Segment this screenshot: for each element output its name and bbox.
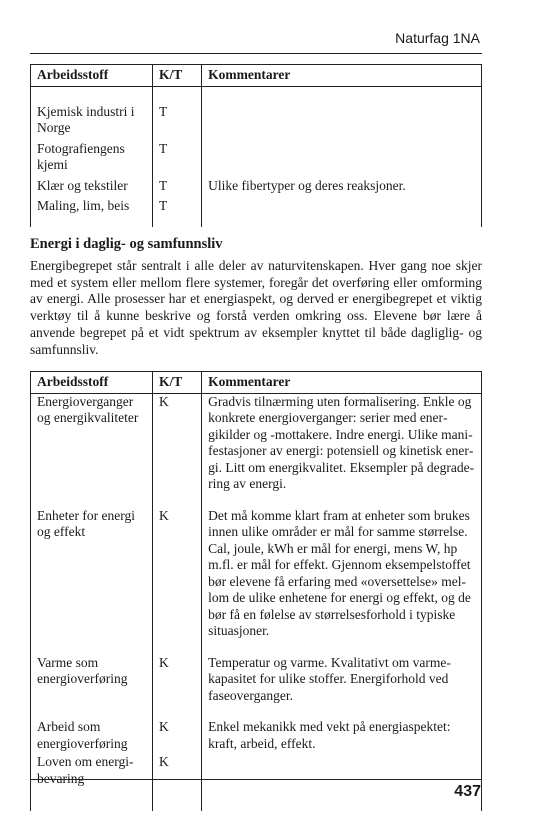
cell-kt: T bbox=[152, 103, 201, 140]
cell-kommentar bbox=[202, 197, 482, 227]
cell-arbeidsstoff: Fotografiengens kjemi bbox=[31, 140, 153, 177]
table-arbeidsstoff-kjemi bbox=[30, 64, 482, 227]
page-number: 437 bbox=[454, 783, 481, 800]
header-rule bbox=[30, 53, 482, 54]
cell-arbeidsstoff: Maling, lim, beis bbox=[31, 197, 153, 227]
column-header-kt: K/T bbox=[152, 372, 201, 394]
table-row bbox=[31, 140, 482, 177]
table-row bbox=[31, 508, 482, 655]
cell-kommentar bbox=[202, 140, 482, 177]
table-spacer-row bbox=[31, 86, 482, 103]
cell-arbeidsstoff: Arbeid som energioverføring bbox=[31, 719, 153, 754]
section-heading: Energi i daglig- og samfunnsliv bbox=[30, 236, 223, 252]
cell-kt: K bbox=[152, 508, 201, 655]
table-row bbox=[31, 655, 482, 720]
cell-arbeidsstoff: Loven om energibevaring bbox=[31, 754, 153, 811]
column-header-kommentarer: Kommentarer bbox=[202, 372, 482, 394]
running-header-title: Naturfag 1NA bbox=[395, 30, 480, 46]
cell-kt: T bbox=[152, 177, 201, 198]
table-row bbox=[31, 754, 482, 811]
cell-kommentar: Gradvis tilnærming uten formalisering. Enkle og konkrete energioverganger: serier med energikilder og -mottakere. Indre energi. Ulike manifestasjoner av energi: potensiell og kinetisk energi. Litt om energikvalitet. Eksempler på degradering av energi. bbox=[202, 393, 482, 508]
column-header-arbeidsstoff: Arbeidsstoff bbox=[31, 65, 153, 87]
table-row bbox=[31, 393, 482, 508]
cell-kommentar: Ulike fibertyper og deres reaksjoner. bbox=[202, 177, 482, 198]
cell-arbeidsstoff: Klær og tekstiler bbox=[31, 177, 153, 198]
cell-kommentar bbox=[202, 754, 482, 811]
table-row bbox=[31, 197, 482, 227]
table-arbeidsstoff-energi bbox=[30, 371, 482, 811]
cell-kommentar bbox=[202, 103, 482, 140]
cell-kt: T bbox=[152, 140, 201, 177]
table-row bbox=[31, 719, 482, 754]
section-paragraph: Energibegrepet står sentralt i alle deler av naturvitenskapen. Hver gang noe skjer med et system eller mellom flere systemer, foregår det overføring eller omforming av energi. Alle prosesser har et energiaspekt, og derved er energibegrepet et viktig verktøy til å kunne beskrive og forstå verden omkring oss. Elevene bør lære å anvende begrepet på et vidt spektrum av eksempler knyttet til både dagliglig- og samfunnsliv. bbox=[30, 258, 482, 357]
cell-kommentar: Temperatur og varme. Kvalitativt om varmekapasitet for ulike stoffer. Energiforhold ved faseoverganger. bbox=[202, 655, 482, 720]
cell-kt: T bbox=[152, 197, 201, 227]
cell-kommentar: Enkel mekanikk med vekt på energiaspektet: kraft, arbeid, effekt. bbox=[202, 719, 482, 754]
cell-kt: K bbox=[152, 655, 201, 720]
cell-arbeidsstoff: Varme som energioverføring bbox=[31, 655, 153, 720]
column-header-kommentarer: Kommentarer bbox=[202, 65, 482, 87]
footer-rule bbox=[30, 779, 482, 780]
cell-kt: K bbox=[152, 754, 201, 811]
table-header-row bbox=[31, 65, 482, 87]
cell-kt: K bbox=[152, 719, 201, 754]
cell-arbeidsstoff: Kjemisk industri i Norge bbox=[31, 103, 153, 140]
table-header-row bbox=[31, 372, 482, 394]
cell-arbeidsstoff: Energioverganger og energikvaliteter bbox=[31, 393, 153, 508]
column-header-arbeidsstoff: Arbeidsstoff bbox=[31, 372, 153, 394]
cell-kommentar: Det må komme klart fram at enheter som brukes innen ulike områder er mål for samme størrelse. Cal, joule, kWh er mål for energi, mens W, hp m.fl. er mål for effekt. Gjennom eksempelstoffet bør elevene få erfaring med «oversettelse» mellom de ulike enhetene for energi og effekt, og de bør få en følelse av størrelsesforhold i typiske situasjoner. bbox=[202, 508, 482, 655]
column-header-kt: K/T bbox=[152, 65, 201, 87]
cell-kt: K bbox=[152, 393, 201, 508]
table-row bbox=[31, 103, 482, 140]
table-row bbox=[31, 177, 482, 198]
cell-arbeidsstoff: Enheter for energi og effekt bbox=[31, 508, 153, 655]
